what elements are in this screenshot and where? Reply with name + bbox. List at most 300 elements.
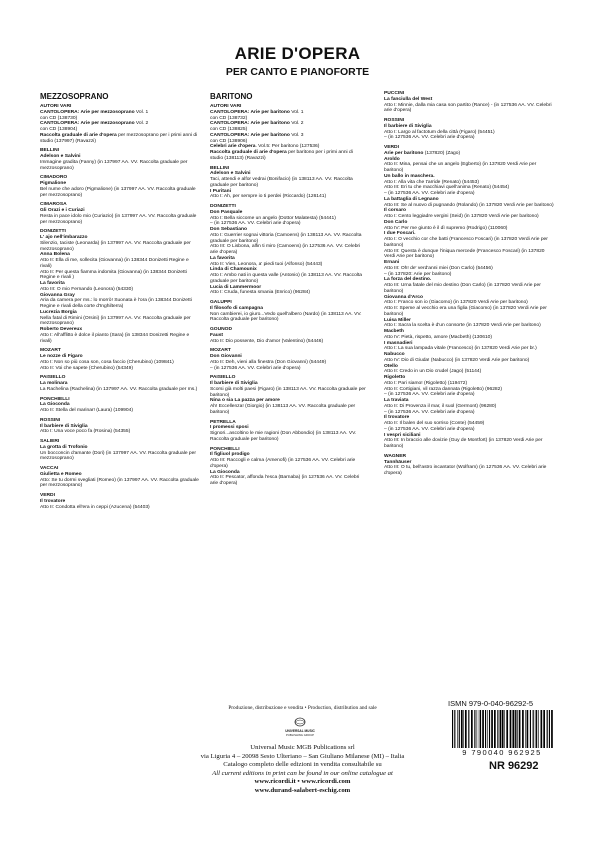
composer-name: DONIZETTI (40, 229, 66, 235)
entry-text: – (in 127536 AA. VV. Celebri arie d'opera) (384, 191, 475, 196)
publisher-address: via Liguria 4 – 20098 Sesto Ulteriano – San Giuliano Milanese (MI) – Italia (200, 752, 405, 760)
entry-text: Atto I: Pari siamo! (Rigoletto) (119472) (384, 380, 468, 386)
composer-section (40, 439, 200, 462)
barcode-bar (543, 710, 545, 748)
entry-bold: Il barbiere di Siviglia (384, 123, 432, 129)
aria-entry (210, 387, 367, 399)
composer-name: PAISIELLO (40, 375, 66, 381)
aria-entry (210, 404, 367, 416)
aria-entry (40, 133, 200, 145)
footer-production: Produzione, distribuzione e vendita • Production, distribution and sale (228, 705, 377, 711)
entry-bold: Don Pasquale (210, 209, 243, 215)
entry-bold: Faust (210, 332, 224, 338)
entry-text: Silenzio, taciste (Leonarda) (in 137997 AA. VV. Raccolta graduale per mezzosoprano) (40, 240, 191, 252)
entry-text: con CD (138904) (40, 127, 78, 132)
composer-section (40, 375, 200, 392)
entry-text: – (in 127536 AA. VV. Celebri arie d'opera) (384, 392, 475, 398)
aria-entry (384, 135, 556, 141)
barcode-bar (491, 710, 493, 748)
composer-section (40, 493, 200, 510)
entry-bold: I promessi sposi (210, 425, 249, 431)
entry-text: Atto I: Cento leggiadre vergini (Seid) (in 137820 Verdi Arie per baritono) (384, 214, 539, 219)
entry-bold: La favorita (40, 281, 65, 286)
entry-bold: CANTOLOPERA: Arie per baritono (210, 132, 290, 138)
aria-entry (384, 249, 556, 261)
aria-entry (40, 214, 200, 226)
entry-text: Vol. 1 (134, 109, 149, 115)
entry-text: Ah! Eccellenza! (Giorgio) (in 138113 AA. VV. Raccolta graduale per baritono) (210, 404, 356, 415)
column-baritono (210, 92, 367, 491)
barcode-bar (468, 710, 469, 748)
entry-bold: Arie per baritono (384, 150, 424, 156)
composer-section (40, 202, 200, 225)
composer-name: AUTORI VARI (210, 104, 242, 109)
entry-text: Atto II: Speme al vecchio era una figlia (Giacomo) (in 137820 Verdi Arie per baritono) (384, 306, 547, 317)
barcode-bar (522, 710, 524, 748)
aria-entry (210, 458, 367, 470)
voice-heading: MEZZOSOPRANO (40, 92, 109, 101)
aria-entry (40, 387, 200, 393)
entry-bold: I vespri siciliani (384, 432, 421, 438)
entry-text: Atto III: Questa è dunque l'iniqua mercede (Francesco Foscari) (in 137820 Verdi Arie per baritono) (384, 248, 545, 260)
url-durand[interactable]: www.durand-salabert-eschig.com (254, 786, 351, 794)
aria-entry (384, 283, 556, 295)
entry-bold: La grotta di Trofonio (40, 444, 88, 450)
entry-bold: Il trovatore (384, 415, 410, 421)
page-subtitle: PER CANTO E PIANOFORTE (225, 66, 370, 78)
entry-text: Atto II: Deh, vieni alla finestra (Don Giovanni) (54449) (210, 359, 327, 365)
url-separator: • (295, 778, 302, 786)
barcode-bar (551, 710, 553, 748)
entry-text: con CD (138730) (40, 115, 78, 121)
entry-text: Atto III: Se al nuovo di pugnando (Rolando) (in 137820 Verdi Arie per baritono) (384, 202, 554, 208)
catalog-note-en: All current editions in print can be found in our online catalogue at (212, 769, 393, 777)
entry-text: Atto II: Per questa fiamma indomita (Giovanna) (in 138344 Donizetti Regine e rivali ) (40, 269, 187, 281)
entry-text: Atto III: Urna fatale del mio destino (Don Carlo) (in 137820 Verdi Arie per baritono) (384, 283, 541, 294)
entry-text: – (in 127536 AA. VV. Celebri arie d'opera) (210, 221, 301, 227)
aria-entry (384, 323, 556, 329)
composer-section (40, 175, 200, 198)
entry-text: Atto II: Condotta ell'era in ceppi (Azucena) (54403) (40, 504, 150, 510)
aria-entry (210, 431, 367, 443)
composer-section (384, 118, 556, 141)
entry-text: Atto III: O Lisbona, alfin ti miro (Camoens) (in 127536 AA. VV. Celebri arie d'opera) (210, 244, 361, 255)
barcode-bar (515, 710, 516, 748)
barcode-bar (465, 710, 467, 748)
entry-text: Atto III: Raccogli e calma (Amenofi) (in 127536 AA. VV. Celebri arie d'opera) (210, 458, 356, 469)
entry-text: con CD (138732) (210, 115, 248, 121)
entry-bold: Adelson e Salvini (210, 171, 251, 177)
entry-bold: Il corsaro (384, 208, 407, 214)
page-title: ARIE D'OPERA (234, 44, 361, 63)
entry-text: – (in 127536 AA. VV. Celebri arie d'opera) (384, 135, 475, 141)
entry-text: Atto II: Dio possente, Dio d'amor (Valentino) (54446) (210, 338, 324, 344)
aria-entry (40, 187, 200, 199)
entry-bold: Macbeth (384, 329, 404, 334)
aria-entry (40, 451, 200, 463)
aria-entry (210, 339, 367, 345)
entry-bold: I masnadieri (384, 340, 413, 346)
aria-entry (40, 258, 200, 270)
entry-bold: La forza del destino. (384, 277, 432, 283)
barcode-bar (459, 710, 460, 748)
entry-bold: Ernani (384, 260, 400, 265)
entry-bold: Luisa Miller (384, 317, 411, 323)
entry-text: Atto II: Il balen del suo sorriso (Conte) (54459) (384, 421, 485, 426)
barcode-bar (452, 710, 453, 748)
entry-bold: Rigoletto (384, 375, 406, 380)
barcode-bar (480, 710, 481, 748)
entry-bold: Celebri arie d'opera (210, 144, 256, 150)
composer-name: VACCAI (40, 466, 59, 471)
entry-text: Atto I: Franco son io (Giacomo) (in 137820 Verdi Arie per baritono) (384, 300, 528, 306)
barcode-bar (482, 710, 484, 748)
entry-text: Atto III: Eri tu che macchiavi quell'anima (Renato) (54454) (384, 185, 510, 191)
barcode-bar (471, 710, 473, 748)
entry-text: Atto I: Minnie, dalla mia casa son partito (Rance) - (in 127536 AA. VV. Celebri arie d'opera) (384, 102, 552, 114)
barcode-bar (517, 710, 518, 748)
entry-text: Vol. 1 (289, 109, 304, 115)
aria-entry (384, 438, 556, 450)
entry-bold: Giovanna Gray (40, 292, 75, 298)
entry-bold: Don Carlo (384, 219, 408, 225)
barcode-bar (527, 710, 529, 748)
entry-bold: La battaglia di Legnano (384, 196, 439, 202)
aria-entry (384, 103, 556, 115)
aria-entry (210, 312, 367, 324)
entry-text: Atto II: Ella di me, sollecita (Giovanna) (in 138344 Donizetti Regine e rivali) (40, 258, 189, 269)
entry-bold: Adelson e Salvini (40, 154, 81, 159)
entry-text: Aria da camera per ms.: lo morrò! Suonata è l'ora (in 138344 Donizetti Regine e rivali della corte d'Inghilterra) (40, 298, 192, 309)
entry-bold: Giulietta e Romeo (40, 471, 82, 477)
entry-bold: Gli Orazi e i Curiazi (40, 208, 85, 213)
entry-text: Atto I: Ah, per sempre io ti perdei (Riccardo) (126141) (210, 194, 327, 200)
entry-bold: Lucrezia Borgia (40, 309, 77, 315)
barcode-graphic (448, 710, 556, 748)
composer-name: SALIERI (40, 439, 60, 444)
universal-music-logo (284, 717, 316, 740)
aria-entry (40, 333, 200, 345)
entry-text: Atto I: La sua lampada vitale (Francesco) (in 137820 Verdi Arie per br.) (384, 346, 537, 352)
catalog-note-it: Catalogo completo delle edizioni in vendita consultabile su (223, 761, 382, 769)
composer-section (210, 166, 367, 201)
barcode-bar (535, 710, 536, 748)
entry-text: Atto IV: Per me giunto è il dì supremo (Rodrigo) (110060) (384, 225, 508, 231)
composer-section (210, 375, 367, 415)
entry-text: Atto I: Una voce poco fa (Rosina) (54355) (40, 429, 131, 435)
entry-text: Atto I: Bella siccome un angelo (Dottor Malatesta) (54441) (210, 215, 336, 221)
barcode-bar (533, 710, 534, 748)
aria-entry (210, 150, 367, 162)
aria-entry (40, 270, 200, 282)
footer-publisher (170, 744, 435, 796)
composer-section (384, 454, 556, 477)
composer-name: BELLINI (40, 148, 60, 154)
entry-text: Atto III: In braccio alle dovizie (Guy de Montfort) (in 137820 Verdi Arie per baritono) (384, 438, 543, 449)
composer-section (384, 91, 556, 114)
composer-section (40, 104, 200, 144)
svg-text:PUBLISHING GROUP: PUBLISHING GROUP (286, 733, 314, 737)
column-baritono-continued (384, 91, 556, 481)
composer-section (210, 327, 367, 344)
entry-bold: Il barbiere di Siviglia (40, 423, 88, 429)
composer-section (40, 148, 200, 171)
barcode-bar (454, 710, 455, 748)
entry-text: Atto I: Non so più cosa son, cosa faccio (Cherubino) (109841) (40, 359, 174, 365)
composer-name: BELLINI (210, 165, 230, 171)
aria-entry (40, 298, 200, 310)
entry-text: Atto III: O tu, bell'astro incantator (Wolfram) (in 127536 AA. VV. Celebri arie d'opera) (384, 465, 547, 476)
entry-bold: Lucia di Lammermoor (210, 284, 262, 290)
aria-entry (384, 346, 556, 352)
entry-text: Atto II: Voi che sapete (Cherubino) (54349) (40, 365, 133, 371)
aria-entry (210, 366, 367, 372)
entry-text: Atto II: Di Provenza il mar, il suol (Germont) (96280) (384, 403, 497, 409)
barcode-bar (519, 710, 521, 748)
composer-name: CIMADORO (40, 175, 68, 181)
composer-name: PUCCINI (384, 91, 405, 96)
entry-text: La Rachelina (Rachelina) (in 137997 AA. VV. Raccolta graduale per ms.) (40, 386, 198, 392)
entry-text: Atto I: Sacra la scelta è d'un consorte (in 137820 Verdi Arie per baritono) (384, 323, 541, 329)
composer-section (210, 300, 367, 323)
entry-bold: Raccolta graduale di arie d'opera (210, 150, 287, 155)
aria-entry (210, 177, 367, 189)
catalog-number: NR 96292 (489, 760, 539, 772)
aria-entry (384, 214, 556, 220)
composer-section (210, 420, 367, 443)
barcode-bar (541, 710, 543, 748)
entry-bold: Tannhäuser (384, 459, 412, 465)
barcode-bar (463, 710, 464, 748)
column-mezzosoprano (40, 92, 200, 514)
entry-bold: Linda di Chamounix (210, 267, 257, 273)
composer-name: PONCHIELLI (210, 446, 240, 452)
ismn-code: ISMN 979-0-040-96292-5 (448, 699, 534, 708)
composer-name: CIMAROSA (40, 202, 67, 208)
composer-name: WAGNER (384, 453, 407, 459)
composer-name: GALUPPI (210, 300, 232, 305)
composer-section (384, 145, 556, 450)
entry-bold: Aroldo (384, 156, 400, 162)
aria-entry (384, 237, 556, 249)
aria-entry (210, 273, 367, 285)
composer-name: VERDI (384, 145, 399, 150)
barcode-bar (530, 710, 531, 748)
publisher-name: Universal Music MGB Publications srl (250, 744, 355, 751)
entry-bold: Nabucco (384, 352, 405, 357)
entry-bold: CANTOLOPERA: Arie per baritono (210, 109, 290, 115)
entry-text: – (in 127536 AA. VV. Celebri arie d'opera) (384, 426, 475, 432)
entry-text: . Vol.5: Per baritono (127536) (255, 144, 320, 150)
entry-text: Atto III: Oh! de' verd'anni miei (Don Carlo) (54456) (384, 265, 493, 271)
aria-entry (384, 465, 556, 477)
aria-entry (210, 290, 367, 296)
barcode-digits: 9 790040 962925 (462, 748, 542, 757)
url-ricordi-it[interactable]: www.ricordi.it (254, 778, 296, 786)
footer-urls (170, 778, 435, 787)
entry-text: (137820) (Zago) (423, 150, 461, 156)
entry-bold: Il figliuol prodigo (210, 452, 250, 458)
entry-bold: CANTOLOPERA: Arie per baritono (210, 121, 290, 127)
entry-bold: La traviata (384, 398, 409, 403)
entry-text: Taci, attendi e alfor vedrai (Bonifacio) (in 138113 AA. VV. Raccolta graduale per baritono) (210, 177, 353, 188)
entry-text: – (in 127536 AA. VV. Celebri arie d'opera) (384, 409, 475, 415)
entry-text: Atto: Se tu dormi svegliati (Romeo) (in 137997 AA. VV. Raccolta graduale per mezzosoprano) (40, 477, 199, 489)
aria-entry (210, 233, 367, 245)
entry-bold: Il barbiere di Siviglia (210, 381, 258, 386)
composer-section (210, 447, 367, 487)
entry-text: per baritono per i primi anni di studio (138113) (Ravazzi) (210, 150, 353, 161)
barcode-bar (461, 710, 463, 748)
composer-name: MOZART (210, 348, 231, 354)
entry-bold: Pigmalione (40, 181, 67, 186)
entry-text: Non cambierei, io giuro...Vedo quell'albero (Nardo) (in 138113 AA. VV. Raccolta graduale per baritono) (210, 311, 362, 323)
entry-text: Atto II: Pescator, affonda l'esca (Barnaba) (in 127536 AA. VV. Celebri arie d'opera) (210, 475, 360, 486)
entry-text: Vol. 2 (289, 121, 304, 127)
entry-text: Atto I: Guerrier sognai vittoria (Camoens) (in 138113 AA. VV. Raccolta graduale per baritono) (210, 232, 362, 244)
entry-text: Atto II: Credo in un Dio crudel (Jago) (51144) (384, 369, 482, 375)
barcode-bar (479, 710, 480, 748)
entry-text: Un bocconcin d'amante (Dori) (in 137997 AA. VV. Raccolta graduale per mezzosoprano) (40, 450, 196, 462)
entry-bold: Don Sebastiano (210, 227, 247, 232)
entry-text: Atto II: Mina, pensai che un angelo (Egberto) (in 137820 Verdi Arie per baritono) (384, 162, 537, 173)
entry-text: Atto I: All'afflitto è dolce il pianto (Sara) (in 138344 Donizetti Regine e rivali) (40, 332, 190, 344)
entry-text: Scorsi già molti paesi (Figaro) (in 138113 AA. VV. Raccolta graduale per baritono) (210, 386, 366, 398)
entry-bold: CANTOLOPERA: Arie per mezzosoprano (40, 109, 135, 115)
aria-entry (40, 160, 200, 172)
entry-bold: Un ballo in maschera. (384, 173, 435, 179)
aria-entry (384, 162, 556, 174)
composer-section (40, 397, 200, 414)
barcode-bar (549, 710, 550, 748)
entry-bold: I Puritani (210, 188, 231, 194)
entry-bold: La molinara (40, 381, 68, 386)
entry-text: Resta in pace idolo mio (Curiazio) (in 137997 AA. VV. Raccolta graduale per mezzosoprano) (40, 213, 197, 225)
entry-text: con CD (138825) (210, 127, 248, 132)
entry-text: Atto II: Vien, Leonora, a' piedi tuoi (Alfonso) (54443) (210, 261, 323, 267)
entry-text: Vol. 2 (134, 121, 149, 127)
composer-name: PONCHIELLI (40, 396, 70, 402)
composer-name: DONIZETTI (210, 204, 236, 209)
entry-bold: La favorita (210, 255, 235, 261)
aria-entry (210, 244, 367, 256)
entry-text: Signori...ascoltino le mie ragioni (Don Abbondio) (in 138113 AA. VV. Raccolta graduale per baritono) (210, 431, 357, 442)
svg-text:UNIVERSAL MUSIC: UNIVERSAL MUSIC (285, 729, 315, 733)
entry-text: – (in 127536 AA. VV. Celebri arie d'opera) (210, 365, 301, 371)
barcode-bar (547, 710, 548, 748)
composer-name: PAISIELLO (210, 375, 236, 381)
aria-entry (40, 316, 200, 328)
barcode-bar (485, 710, 486, 748)
entry-text: Atto I: Cruda, funesta smania (Enrico) (96284) (210, 290, 311, 296)
entry-bold: La Gioconda (210, 469, 240, 475)
barcode-bar (487, 710, 488, 748)
entry-bold: Le nozze di Figaro (40, 354, 83, 359)
entry-bold: L' ajo nell'imbarazzo (40, 235, 88, 240)
aria-entry (40, 429, 200, 435)
barcode-bar (512, 710, 514, 748)
composer-section (40, 348, 200, 371)
entry-bold: Il filosofo di campagna (210, 305, 263, 311)
entry-bold: Don Giovanni (210, 354, 242, 359)
entry-bold: I due Foscari. (384, 231, 416, 237)
barcode-bar (536, 710, 537, 748)
entry-text: Atto II: Stella del marinar! (Laura) (109904) (40, 408, 133, 413)
url-ricordi-com[interactable]: www.ricordi.com (301, 778, 351, 786)
entry-text: Atto IV: Dio di Giuda! (Nabucco) (in 137820 Verdi Arie per baritono) (384, 357, 530, 363)
entry-text: Atto I: Largo al factotum della città (Figaro) (54451) (384, 129, 495, 135)
composer-name: VERDI (40, 493, 55, 498)
barcode-bar (494, 710, 496, 748)
composer-name: ROSSINI (384, 118, 405, 123)
entry-text: Bel nume che adoro (Pigmalione) (in 137997 AA. VV. Raccolta graduale per mezzosoprano) (40, 186, 196, 198)
entry-text: con CD (138906) (210, 138, 248, 144)
barcode-bar (504, 710, 505, 748)
composer-section (210, 104, 367, 162)
barcode-bar (489, 710, 490, 748)
barcode-bar (474, 710, 475, 748)
barcode-bar (457, 710, 458, 748)
entry-text: Nella fatal di Rimini (Orsini) (in 137997 AA. VV. Raccolta graduale per mezzosoprano) (40, 315, 191, 327)
entry-text: per mezzosoprano per i primi anni di studio (137997) (Ravazzi) (40, 132, 198, 144)
entry-text: Atto II: Cortigiani, vil razza dannata (Rigoletto) (96282) (384, 386, 502, 392)
entry-text: Atto I: Alla vita che t'arride (Renato) (54453) (384, 179, 479, 185)
entry-bold: La fanciulla del West (384, 96, 433, 102)
composer-name: PETRELLA (210, 419, 236, 425)
composer-name: MOZART (40, 348, 61, 354)
barcode-bar (500, 710, 502, 748)
aria-entry (210, 475, 367, 487)
entry-bold: Giovanna d'Arco (384, 294, 423, 300)
aria-entry (40, 478, 200, 490)
barcode-bar (525, 710, 526, 748)
barcode-bar (538, 710, 539, 748)
aria-entry (384, 306, 556, 318)
voice-heading: BARITONO (210, 92, 253, 101)
composer-section (210, 348, 367, 371)
composer-name: GOUNOD (210, 327, 233, 332)
barcode-bar (497, 710, 498, 748)
entry-bold: Raccolta graduale di arie d'opera (40, 132, 117, 138)
entry-text: Atto IV: Pietà, rispetto, amore (Macbeth) (130610) (384, 334, 493, 340)
barcode-bar (510, 710, 512, 748)
aria-entry (40, 241, 200, 253)
entry-bold: Nina o sia La pazza per amore (210, 398, 280, 404)
entry-text: – (in 137820: Arie per baritono) (384, 271, 452, 277)
composer-name: AUTORI VARI (40, 104, 72, 109)
entry-text: Atto III: O mio Fernando (Leonora) (54330) (40, 286, 133, 292)
aria-entry (210, 194, 367, 200)
aria-entry (40, 366, 200, 372)
entry-bold: CANTOLOPERA: Arie per mezzosoprano (40, 121, 135, 127)
barcode-bar (502, 710, 504, 748)
entry-bold: Il trovatore (40, 498, 66, 504)
composer-section (40, 418, 200, 435)
entry-bold: La Gioconda (40, 402, 70, 408)
entry-text: Vol. 3 (289, 132, 304, 138)
entry-text: Atto I: Ambo nati in questa valle (Antonio) (in 138113 AA. VV. Raccolta graduale per baritono) (210, 273, 362, 284)
composer-name: ROSSINI (40, 417, 61, 423)
barcode-bar (506, 710, 508, 748)
composer-section (40, 229, 200, 344)
entry-bold: Otello (384, 363, 398, 369)
aria-entry (40, 505, 200, 511)
composer-section (40, 466, 200, 489)
entry-bold: Roberto Devereux (40, 327, 83, 332)
barcode-bar (477, 710, 478, 748)
entry-text: Immagine gradita (Fanny) (in 137997 AA. VV. Raccolta graduale per mezzosoprano) (40, 159, 188, 171)
aria-entry (40, 408, 200, 414)
